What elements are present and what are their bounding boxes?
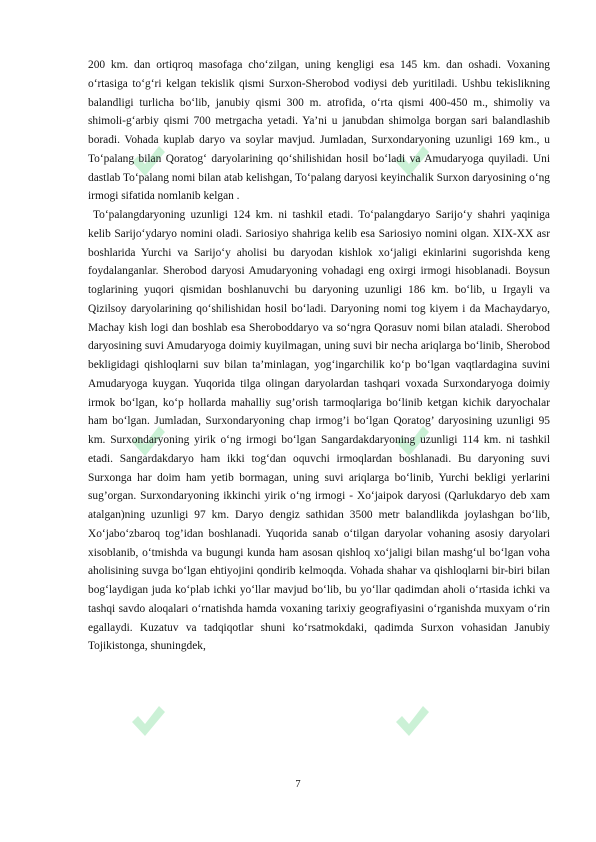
watermark-check-icon bbox=[128, 700, 168, 740]
page-number: 7 bbox=[295, 779, 301, 790]
body-text bbox=[88, 56, 550, 656]
paragraph: To‘palangdaryoning uzunligi 124 km. ni tashkil etadi. To‘palangdaryo Sarijo‘y shahri yaqiniga kelib Sarijo‘ydaryo nomini oladi. Sariosiyo shahriga kelib esa Sariosiyo nomini olgan. XIX-XX asr boshlarida Yurchi va Sarijo‘y aholisi bu daryodan kishlok xo‘jaligi ekinlarini sugorishda keng foydalanganlar. Sherobod daryosi Amudaryoning vohadagi eng oxirgi irmogi hisoblanadi. Boysun toglarining yuqori qismidan boshlanuvchi bu daryoning uzunligi 186 km. bo‘lib, u Irgayli va Qizilsoy daryolarining qo‘shilishidan hosil bo‘ladi. Daryoning nomi tog kiyem i da Machaydaryo, Machay kish logi dan boshlab esa Sheroboddaryo va so‘ngra Qorasuv nomi bilan ataladi. Sherobod daryosining suvi Amudaryoga doimiy kuyilmagan, uning suvi bir necha ariqlarga bo‘linib, Sherobod bekligidagi qishloqlarni suv bilan ta’minlagan, yog‘ingarchilik ko‘p bo‘lgan vaqtlardagina suvini Amudaryoga kuygan. Yuqorida tilga olingan daryolardan tashqari voxada Surxondaryoga doimiy irmok bo‘lgan, ko‘p hollarda mahalliy sug’orish tarmoqlariga bo‘linib ketgan kichik daryochalar ham bo‘lgan. Jumladan, Surxondaryoning chap irmog’i bo‘lgan Qoratog’ daryosining uzunligi 95 km. Surxondaryoning yirik o‘ng irmogi bo‘lgan Sangardakdaryoning uzunligi 114 km. ni tashkil etadi. Sangardakdaryo ham ikki tog‘dan oquvchi irmoqlardan boshlanadi. Bu daryoning suvi Surxonga har doim ham yetib bormagan, uning suvi ariqlarga bo‘linib, Yurchi bekligi yerlarini sug’organ. Surxondaryoning ikkinchi yirik o‘ng irmogi - Xo‘jaipok daryosi (Qarlukdaryo deb xam atalgan)ning uzunligi 97 km. Daryo dengiz sathidan 3500 metr balandlikda joylashgan bo‘lib, Xo‘jabo‘zbaroq tog’idan boshlanadi. Yuqorida sanab o‘tilgan daryolar vohaning asosiy daryolari xisoblanib, o‘tmishda va bugungi kunda ham asosan qishloq xo‘jaligi bilan mashg‘ul bo‘lgan voha aholisining suvga bo‘lgan ehtiyojini qondirib kelmoqda. Vohada shahar va qishloqlarni bir-biri bilan bog‘laydigan juda ko‘plab ichki yo‘llar mavjud bo‘lib, bu yo‘llar qadimdan aholi o‘rtasida ichki va tashqi savdo aloqalari o‘rnatishda hamda voxaning tarixiy geografiyasini o‘rganishda muxyam o‘rin egallaydi. Kuzatuv va tadqiqotlar shuni ko‘rsatmokdaki, qadimda Surxon vohasidan Janubiy Tojikistonga, shuningdek, bbox=[88, 209, 550, 653]
paragraph: 200 km. dan ortiqroq masofaga cho‘zilgan, uning kengligi esa 145 km. dan oshadi. Voxaning o‘rtasiga to‘g‘ri kelgan tekislik qismi Surxon-Sherobod vodiysi deb yuritiladi. Ushbu tekislikning balandligi turlicha bo‘lib, janubiy qismi 300 m. atrofida, o‘rta qismi 400-450 m., shimoliy va shimoli-g‘arbiy qismi 700 metrgacha yetadi. Ya’ni u janubdan shimolga borgan sari balandlashib boradi. Vohada kuplab daryo va soylar mavjud. Jumladan, Surxondaryoning uzunligi 169 km., u To‘palang bilan Qoratog‘ daryolarining qo‘shilishidan hosil bo‘ladi va Amudaryoga quyiladi. Uni dastlab To‘palang nomi bilan atab kelishgan, To‘palang daryosi keyinchalik Surxon daryosining o‘ng irmogi sifatida nomlanib kelgan . bbox=[88, 59, 550, 203]
watermark-check-icon bbox=[392, 700, 432, 740]
